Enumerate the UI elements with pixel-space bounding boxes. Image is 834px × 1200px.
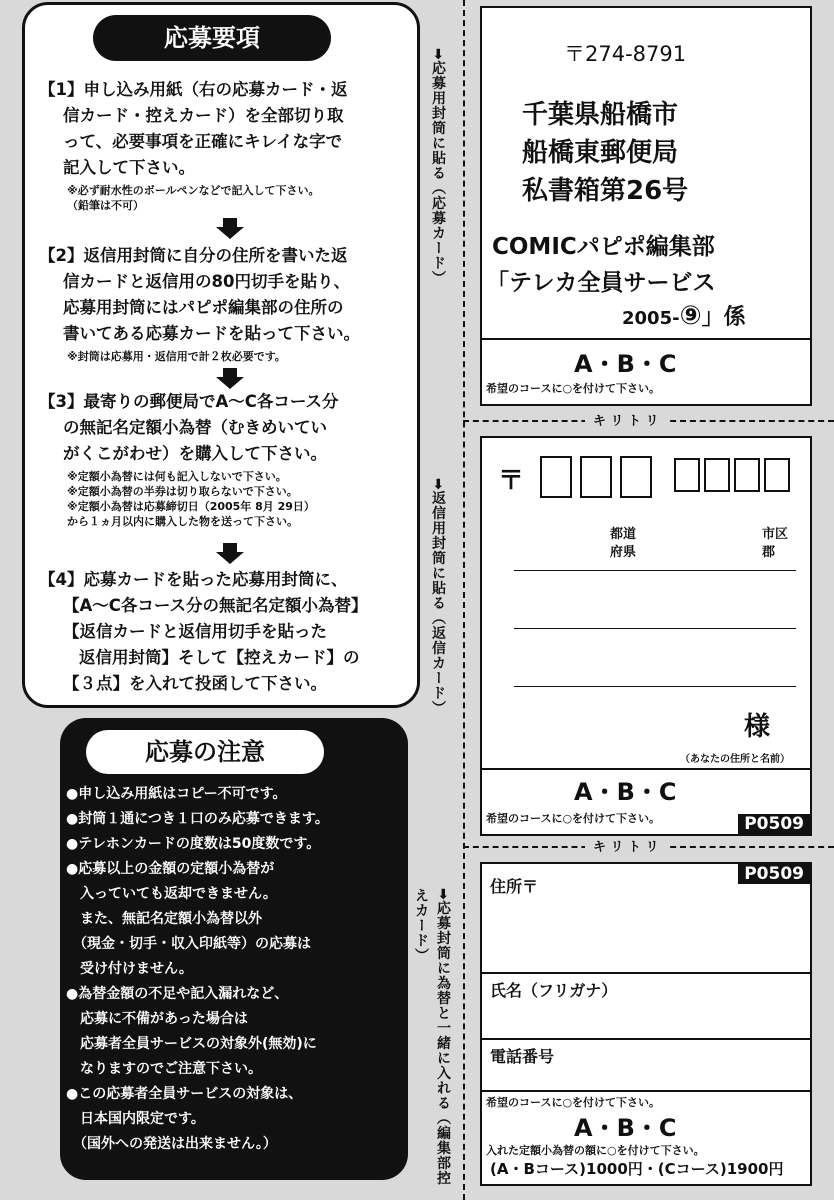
zip-box[interactable] bbox=[764, 458, 790, 492]
caution-item: （現金・切手・収入印紙等）の応募は bbox=[66, 936, 311, 952]
address-line[interactable] bbox=[514, 628, 796, 629]
caution-item: なりますのでご注意下さい。 bbox=[66, 1061, 262, 1077]
address-line[interactable] bbox=[514, 570, 796, 571]
product-code: P0509 bbox=[738, 864, 810, 884]
sama-label: 様 bbox=[744, 712, 771, 742]
side-label-reply: ➡返信用封筒に貼る（返信カード） bbox=[430, 478, 446, 716]
control-card bbox=[480, 862, 812, 1186]
issue-line: 2005-⑨」係 bbox=[622, 301, 746, 331]
address-line-3: 私書箱第26号 bbox=[522, 176, 689, 206]
amount-options[interactable]: (A・Bコース)1000円・(Cコース)1900円 bbox=[490, 1160, 784, 1178]
name-note: （あなたの住所と名前） bbox=[680, 754, 790, 765]
card2-divider bbox=[482, 768, 810, 770]
zip-code: 〒274-8791 bbox=[564, 42, 687, 66]
department: COMICパピポ編集部 bbox=[492, 234, 715, 260]
reply-card bbox=[480, 436, 812, 836]
course-options[interactable]: A・B・C bbox=[574, 1114, 677, 1142]
card1-divider bbox=[482, 338, 810, 340]
caution-item: 受け付けません。 bbox=[66, 961, 193, 977]
application-card bbox=[480, 6, 812, 406]
side-label-keep: ➡応募封筒に為替と一緒に入れる（編集部控えカード） bbox=[413, 888, 451, 1186]
caution-item: 応募に不備があった場合は bbox=[66, 1011, 248, 1027]
zip-box[interactable] bbox=[620, 456, 652, 498]
zip-box[interactable] bbox=[674, 458, 700, 492]
caution-list bbox=[66, 782, 406, 1157]
issue-circle-number: ⑨ bbox=[679, 301, 702, 331]
caution-item: ●応募以上の金額の定額小為替が bbox=[66, 861, 275, 877]
caution-panel bbox=[60, 718, 408, 1180]
caution-item: ●テレホンカードの度数は50度数です。 bbox=[66, 836, 321, 852]
phone-label: 電話番号 bbox=[490, 1047, 555, 1066]
guide-title: 応募要項 bbox=[93, 15, 331, 61]
product-code: P0509 bbox=[738, 814, 810, 834]
cut-label-2: キ リ ト リ bbox=[585, 836, 667, 855]
step-1-text: 【1】申し込み用紙（右の応募カード・返 信カード・控えカード）を全部切り取 って、必要事項を正確にキレイな字で 記入して下さい。 bbox=[39, 80, 348, 177]
caution-title: 応募の注意 bbox=[86, 730, 324, 774]
step-2: 【2】返信用封筒に自分の住所を書いた返 信カードと返信用の80円切手を貼り、 応募用封筒にはパピポ編集部の住所の 書いてある応募カードを貼って下さい。 ※封筒は応募用・返信用で計２枚必要です。 bbox=[39, 246, 360, 363]
card3-divider bbox=[482, 1038, 810, 1040]
caution-item: ●為替金額の不足や記入漏れなど、 bbox=[66, 986, 289, 1002]
course-options[interactable]: A・B・C bbox=[574, 778, 677, 806]
caution-item: （国外への発送は出来ません。） bbox=[66, 1136, 277, 1152]
zip-box[interactable] bbox=[540, 456, 572, 498]
course-note: 希望のコースに○を付けて下さい。 bbox=[486, 382, 661, 395]
course-note: 希望のコースに○を付けて下さい。 bbox=[486, 812, 661, 825]
postal-mark-icon: 〒 bbox=[498, 466, 525, 496]
caution-item: 日本国内限定です。 bbox=[66, 1111, 205, 1127]
name-label: 氏名（フリガナ） bbox=[490, 981, 618, 1000]
address-line-1: 千葉県船橋市 bbox=[522, 100, 679, 130]
cut-line-vertical bbox=[463, 0, 465, 1200]
city-label: 市区 郡 bbox=[762, 527, 789, 560]
address-label: 住所〒 bbox=[490, 877, 539, 896]
cut-label-1: キ リ ト リ bbox=[585, 410, 667, 429]
step-1-notes: ※必ず耐水性のボールペンなどで記入して下さい。 （鉛筆は不可） bbox=[67, 184, 320, 212]
caution-item: 応募者全員サービスの対象外(無効)に bbox=[66, 1036, 317, 1052]
card3-divider bbox=[482, 1090, 810, 1092]
side-label-apply: ➡応募用封筒に貼る（応募カード） bbox=[430, 48, 446, 286]
step-1 bbox=[39, 77, 407, 213]
caution-item: また、無記名定額小為替以外 bbox=[66, 911, 262, 927]
zip-box[interactable] bbox=[734, 458, 760, 492]
zip-box[interactable] bbox=[580, 456, 612, 498]
caution-item: ●申し込み用紙はコピー不可です。 bbox=[66, 786, 287, 802]
service-name: 「テレカ全員サービス bbox=[486, 270, 716, 296]
card3-divider bbox=[482, 972, 810, 974]
prefecture-label: 都道 府県 bbox=[610, 527, 637, 560]
zip-box[interactable] bbox=[704, 458, 730, 492]
caution-item: ●封筒１通につき１口のみ応募できます。 bbox=[66, 811, 329, 827]
application-guide-panel bbox=[22, 2, 420, 708]
caution-item: ●この応募者全員サービスの対象は、 bbox=[66, 1086, 303, 1102]
caution-item: 入っていても返却できません。 bbox=[66, 886, 277, 902]
amount-note: 入れた定額小為替の額に○を付けて下さい。 bbox=[486, 1144, 705, 1157]
step-4: 【4】応募カードを貼った応募用封筒に、 【A～C各コース分の無記名定額小為替】 【返信カードと返信用切手を貼った 返信用封筒】そして【控えカード】の 【３点】を入れて投函して下さい。 bbox=[39, 570, 368, 693]
step-3: 【3】最寄りの郵便局でA～C各コース分 の無記名定額小為替（むきめいてい がくこがわせ）を購入して下さい。 ※定額小為替には何も記入しないで下さい。 ※定額小為替の半券は切り取らないで下さい。 ※定額小為替は応募締切日（2005年 8月 29日） から１ヵ月以内に購入した物を送って下さい。 bbox=[39, 392, 339, 528]
name-line[interactable] bbox=[514, 686, 796, 687]
course-options[interactable]: A・B・C bbox=[574, 350, 677, 378]
address-line-2: 船橋東郵便局 bbox=[522, 138, 679, 168]
course-note: 希望のコースに○を付けて下さい。 bbox=[486, 1096, 661, 1109]
